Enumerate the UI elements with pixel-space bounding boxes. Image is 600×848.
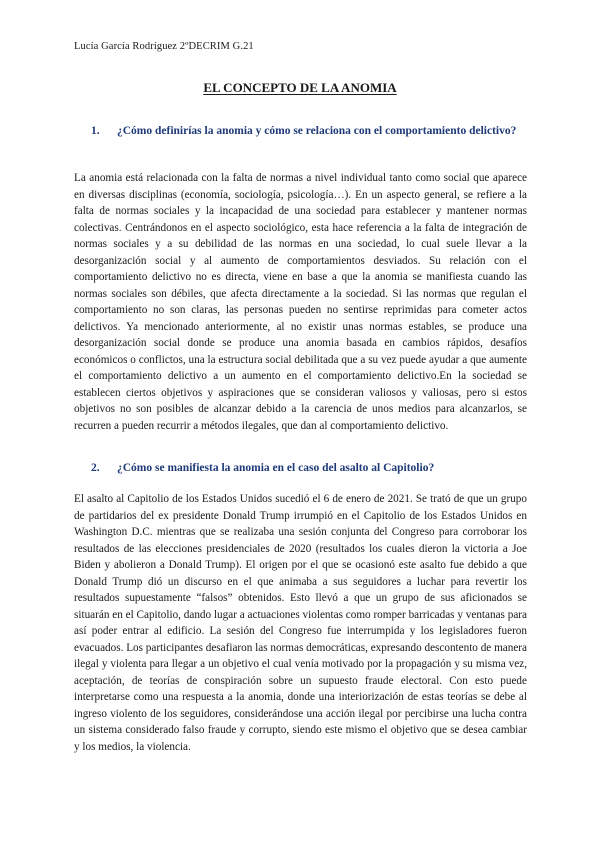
- document-title: EL CONCEPTO DE LA ANOMIA: [203, 80, 397, 95]
- author-header: Lucía García Rodríguez 2ºDECRIM G.21: [74, 41, 254, 52]
- section-2-question: [91, 460, 527, 476]
- section-2-number: 2.: [91, 462, 100, 474]
- section-2-question-text: ¿Cómo se manifiesta la anomia en el caso del asalto al Capitolio?: [117, 462, 435, 474]
- section-1-question-text: ¿Cómo definirías la anomia y cómo se relaciona con el comportamiento delictivo?: [117, 125, 517, 137]
- section-2-body: El asalto al Capitolio de los Estados Unidos sucedió el 6 de enero de 2021. Se trató de que un grupo de partidarios del ex presidente Donald Trump irrumpió en el Capitolio de los Estados Unidos en Washington D.C. mientras que se realizaba una sesión conjunta del Congreso para corroborar los resultados de las elecciones presidenciales de 2020 (resultados los cuales dieron la victoria a Joe Biden y abolieron a Donald Trump). El origen por el que se ocasionó este asalto fue debido a que Donald Trump dió un discurso en el que animaba a sus seguidores a luchar para revertir los resultados supuestamente “falsos” obtenidos. Esto llevó a que un grupo de sus aficionados se situarán en el Capitolio, dando lugar a actuaciones violentas como romper barricadas y ventanas para así poder entrar al edificio. La sesión del Congreso fue interrumpida y los legisladores fueron evacuados. Los participantes desafiaron las normas democráticas, expresando descontento de manera ilegal y violenta para llegar a un objetivo el cual venía motivado por la propagación y su misma vez, aceptación, de teorías de conspiración sobre un supuesto fraude electoral. Con esto puede interpretarse como una respuesta a la anomia, donde una interiorización de estas teorías se debe al ingreso violento de los seguidores, considerándose una acción ilegal por percibirse una lucha contra un sistema considerado falso fraude y corrupto, siendo este mismo el objetivo que se desea cambiar y los medios, la violencia.: [74, 493, 527, 753]
- section-1-body: La anomia está relacionada con la falta de normas a nivel individual tanto como social que aparece en diversas disciplinas (economía, sociología, psicología…). En un aspecto general, se refiere a la falta de normas sociales y la incapacidad de una sociedad para establecer y mantener normas colectivas. Centrándonos en el aspecto sociológico, esta hace referencia a la falta de integración de normas sociales y a su debilidad de las normas en una sociedad, lo cual suele llevar a la desorganización social y al aumento de comportamientos desviados. Su relación con el comportamiento delictivo no es directa, viene en base a que la anomia se manifiesta cuando las normas sociales son débiles, que afecta directamente a la sociedad. Si las normas que regulan el comportamiento no son claras, las personas pueden no sentirse reprimidas para cometer actos delictivos. Ya mencionado anteriormente, al no existir unas normas estables, se produce una desorganización social donde se produce una anomia basada en cambios rápidos, desafíos económicos o conflictos, una la estructura social debilitada que a su vez puede ayudar a que aumente el comportamiento delictivo a un aumento en el comportamiento delictivo.En la sociedad se establecen ciertos objetivos y aspiraciones que se consideran valiosos y valiosas, pero si estos objetivos no son posibles de alcanzar debido a la carencia de unos medios para alcanzarlos, se recurren a pueden recurrir a métodos ilegales, que dan al comportamiento delictivo.: [74, 172, 527, 432]
- section-1-number: 1.: [91, 125, 100, 137]
- section-1-question: [91, 123, 527, 139]
